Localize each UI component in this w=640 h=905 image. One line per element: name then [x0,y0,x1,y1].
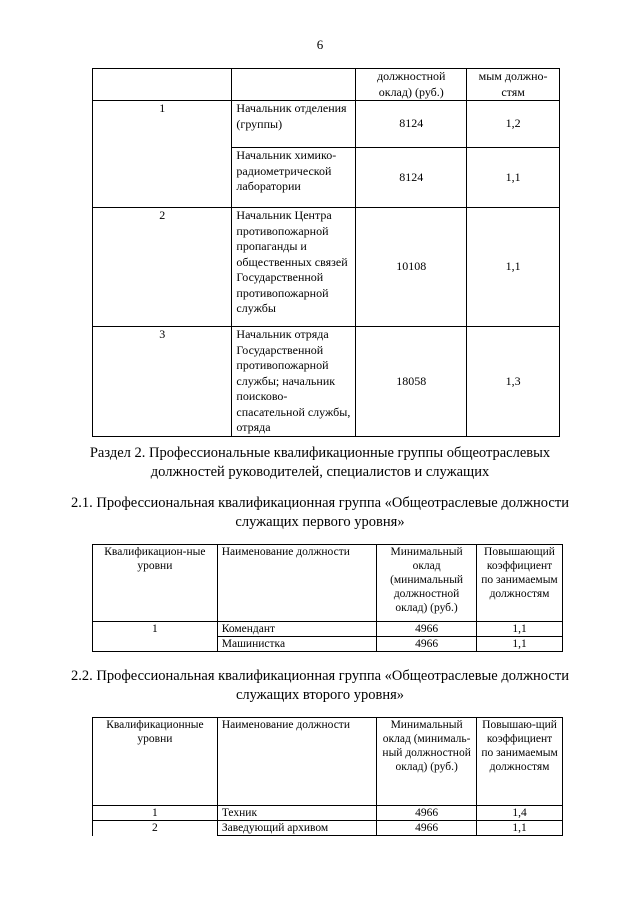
level-cell: 1 [93,622,218,652]
level-cell: 1 [93,806,218,821]
table-row [93,327,560,437]
group-2-1-heading: 2.1. Профессиональная квалификационная группа «Общеотраслевые должности служащих первого уровня» [71,495,569,530]
coef-cell: 1,3 [467,327,560,437]
table-header-row [93,718,563,806]
level-cell: 1 [93,101,232,208]
table-group-2-2 [92,717,563,836]
salary-cell: 8124 [356,148,467,208]
table-header-row [93,545,563,622]
coef-cell: 1,1 [467,148,560,208]
table-row [93,208,560,327]
section-2-heading: Раздел 2. Профессиональные квалификационные группы общеотраслевых должностей руководителей, специалистов и служащих [89,445,551,480]
table-group-2-1 [92,544,563,652]
table-row [93,622,563,637]
position-cell: Машинистка [217,637,376,652]
header-cell: мым должно-стям [467,69,560,101]
coef-cell: 1,1 [467,208,560,327]
header-salary: Минимальный оклад (минималь-ный должностной оклад) (руб.) [377,718,477,806]
position-cell: Начальник Центра противопожарной пропаганды и общественных связей Государственной противопожарной службы [232,208,356,327]
header-cell [232,69,356,101]
header-cell: должностной оклад) (руб.) [356,69,467,101]
position-cell: Начальник химико-радиометрической лаборатории [232,148,356,208]
header-levels: Квалификацион-ные уровни [93,545,218,622]
header-cell [93,69,232,101]
header-position: Наименование должности [217,545,376,622]
header-salary: Минимальный оклад (минимальный должностной оклад) (руб.) [377,545,477,622]
header-position: Наименование должности [217,718,376,806]
coef-cell: 1,1 [477,821,563,836]
table-header-continuation [93,69,560,101]
table-row [93,821,563,836]
position-cell: Начальник отряда Государственной противопожарной службы; начальник поисково-спасательной службы, отряда [232,327,356,437]
table-row [93,101,560,148]
position-cell: Начальник отделения (группы) [232,101,356,148]
coef-cell: 1,4 [477,806,563,821]
salary-cell: 4966 [377,637,477,652]
level-cell: 3 [93,327,232,437]
position-cell: Техник [217,806,376,821]
page-number: 6 [316,37,324,52]
header-coef: Повышающий коэффициент по занимаемым должностям [477,545,563,622]
level-cell: 2 [93,208,232,327]
coef-cell: 1,1 [477,637,563,652]
position-cell: Комендант [217,622,376,637]
salary-cell: 10108 [356,208,467,327]
position-cell: Заведующий архивом [217,821,376,836]
header-levels: Квалификационные уровни [93,718,218,806]
salary-cell: 4966 [377,806,477,821]
table-continued-positions [92,68,560,437]
table-row [93,806,563,821]
coef-cell: 1,2 [467,101,560,148]
salary-cell: 18058 [356,327,467,437]
coef-cell: 1,1 [477,622,563,637]
group-2-2-heading: 2.2. Профессиональная квалификационная группа «Общеотраслевые должности служащих второго уровня» [71,668,569,703]
salary-cell: 4966 [377,821,477,836]
header-coef: Повышаю-щий коэффициент по занимаемым должностям [477,718,563,806]
salary-cell: 4966 [377,622,477,637]
level-cell: 2 [93,821,218,836]
salary-cell: 8124 [356,101,467,148]
